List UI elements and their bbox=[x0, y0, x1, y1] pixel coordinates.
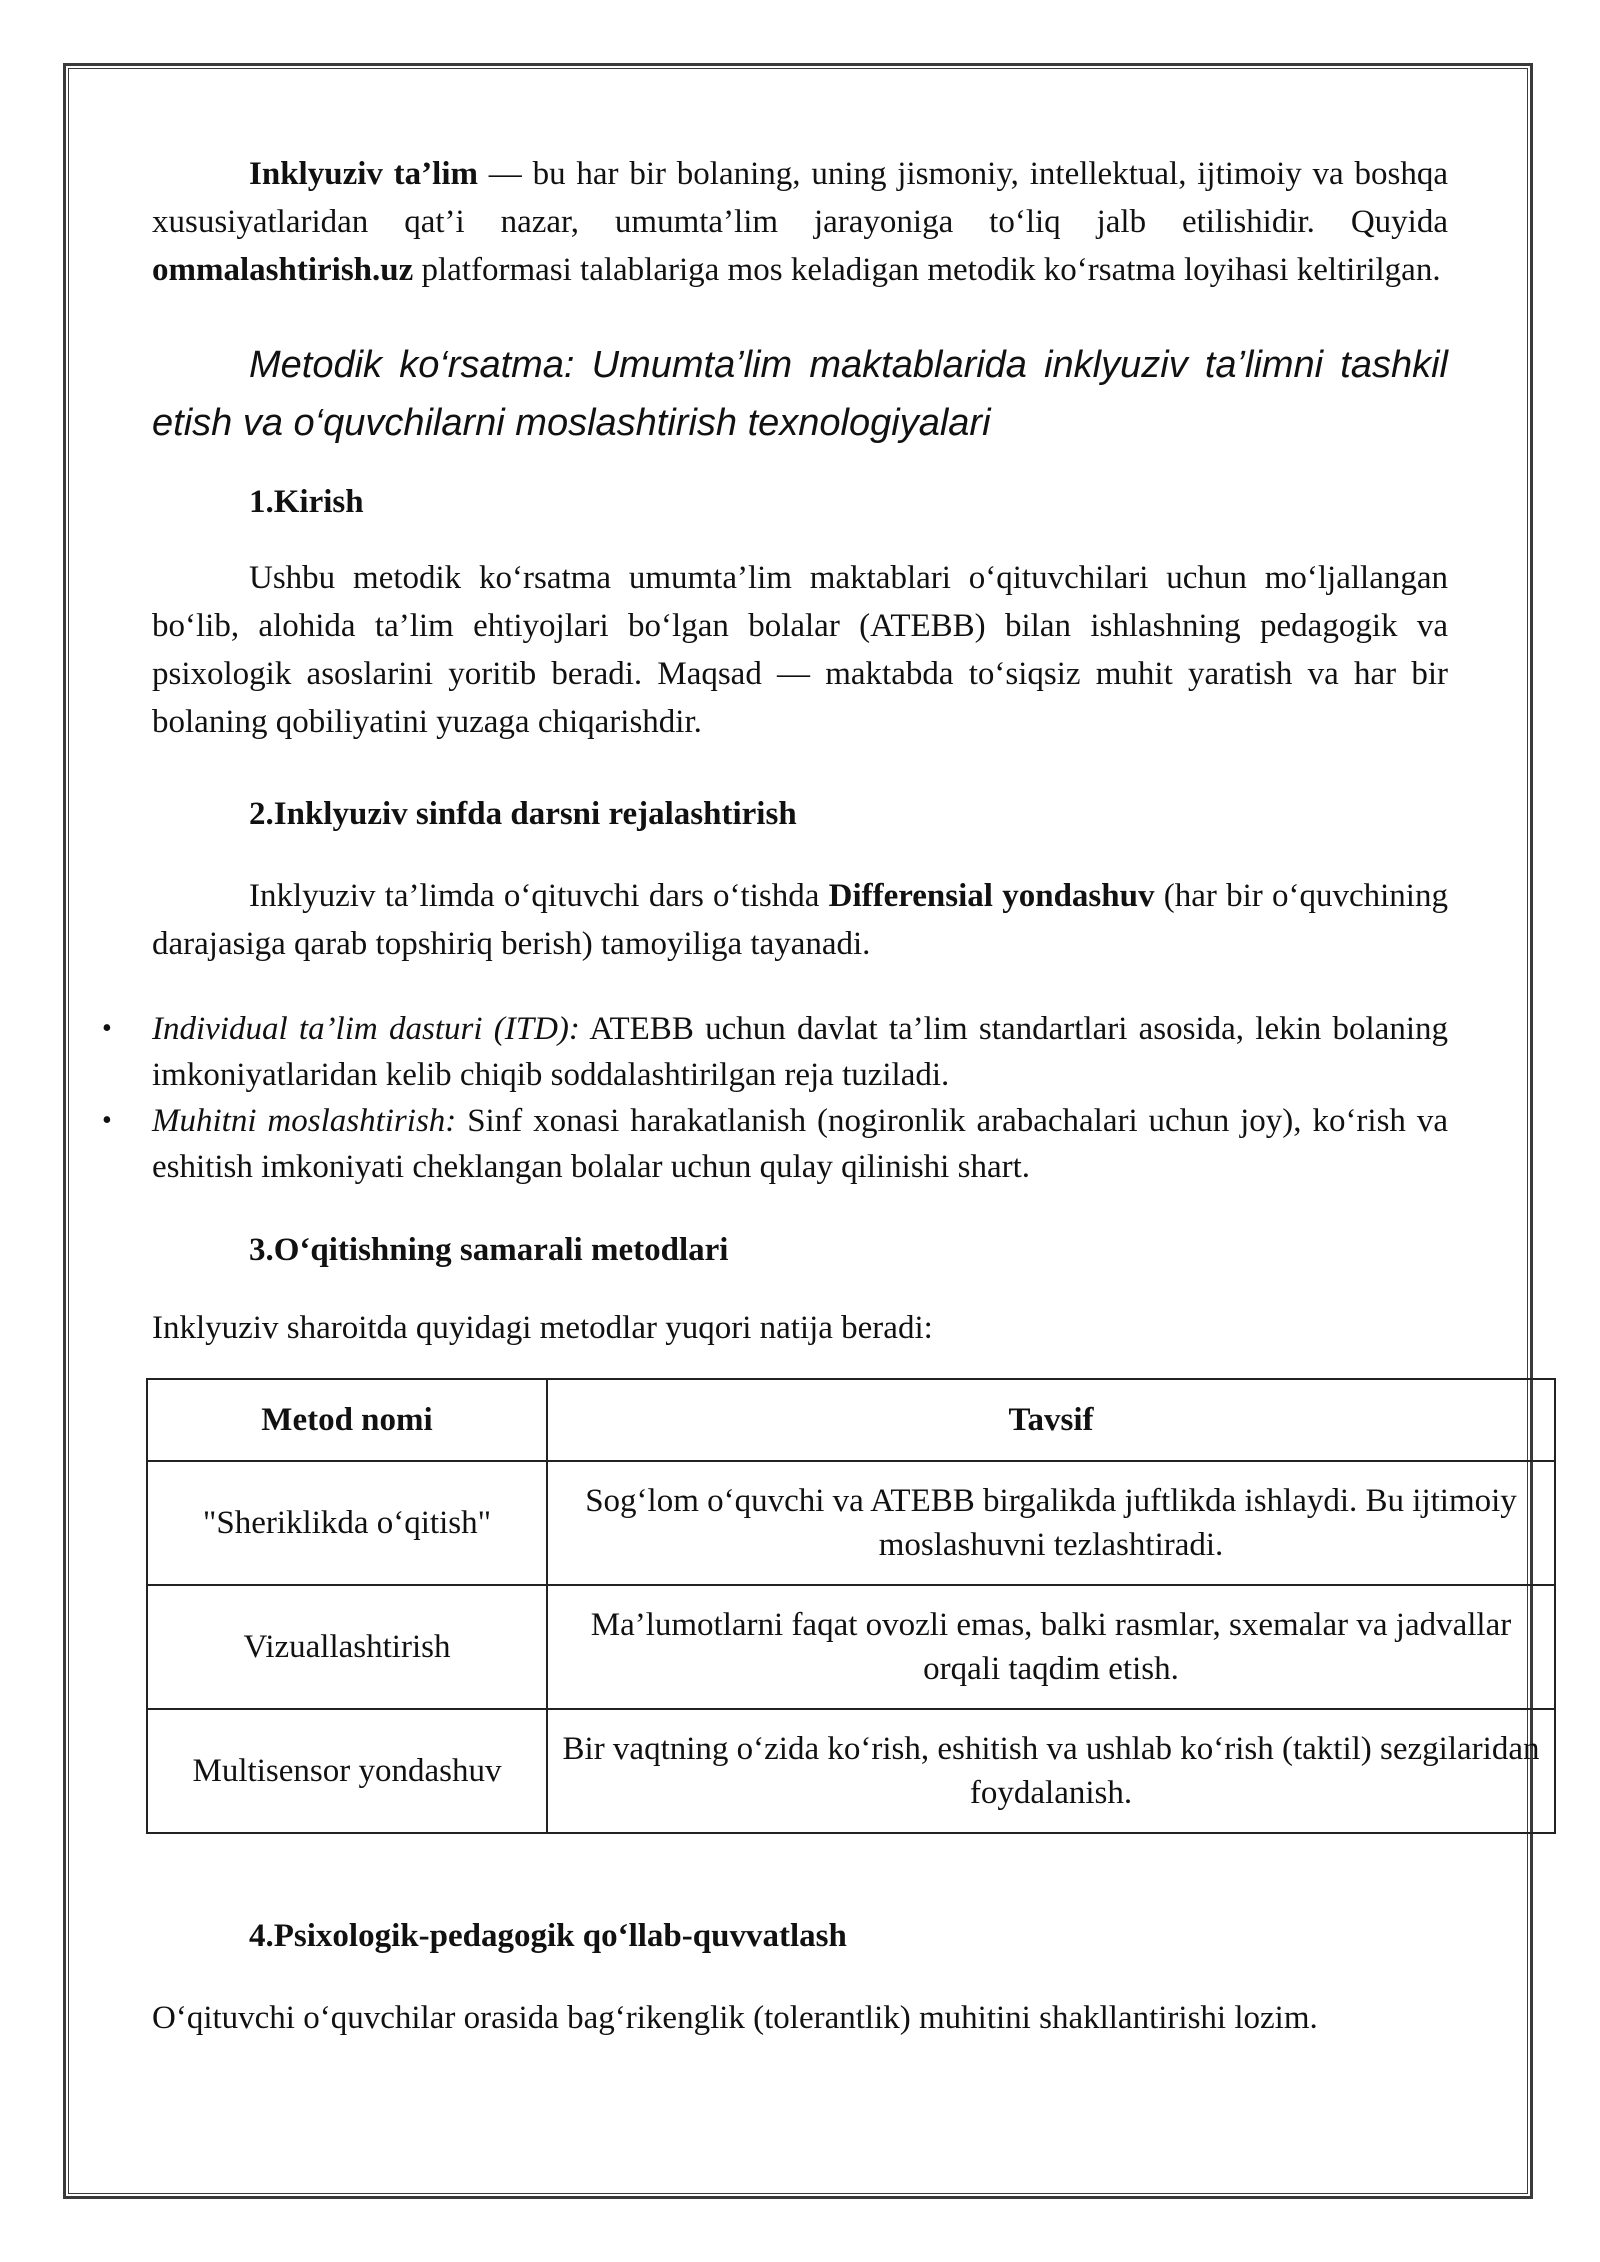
section-heading-planning: 2.Inklyuziv sinfda darsni rejalashtirish bbox=[249, 796, 797, 832]
list-item-label: Individual ta’lim dasturi (ITD): bbox=[152, 1011, 580, 1047]
table-row bbox=[147, 1709, 1555, 1833]
table-header-row bbox=[147, 1379, 1555, 1461]
planning-paragraph bbox=[152, 872, 1448, 968]
planning-text-1: Inklyuziv ta’limda o‘qituvchi dars o‘tishda bbox=[249, 878, 829, 914]
support-paragraph: O‘qituvchi o‘quvchilar orasida bag‘rikenglik (tolerantlik) muhitini shakllantirishi lozim. bbox=[152, 2000, 1318, 2036]
document-body bbox=[102, 150, 1540, 2042]
table-cell-description: Bir vaqtning o‘zida ko‘rish, eshitish va ushlab ko‘rish (taktil) sezgilaridan foydalanish. bbox=[547, 1709, 1555, 1833]
list-item bbox=[102, 1006, 1448, 1098]
bullet-icon: • bbox=[102, 1013, 112, 1044]
kirish-paragraph: Ushbu metodik ko‘rsatma umumta’lim maktablari o‘qituvchilari uchun mo‘ljallangan bo‘lib, alohida ta’lim ehtiyojlari bo‘lgan bolalar (ATEBB) bilan ishlashning pedagogik va psixologik asoslarini yoritib beradi. Maqsad — maktabda to‘siqsiz muhit yaratish va har bir bolaning qobiliyatini yuzaga chiqarishdir. bbox=[152, 560, 1448, 740]
table-header-description: Tavsif bbox=[547, 1379, 1555, 1461]
planning-bullet-list bbox=[102, 1006, 1449, 1190]
list-item-text: Sinf xonasi harakatlanish (nogironlik arabachalari uchun joy), ko‘rish va eshitish imkoniyati cheklangan bolalar uchun qulay qilinishi shart. bbox=[152, 1103, 1449, 1185]
differential-approach-term: Differensial yondashuv bbox=[828, 878, 1155, 914]
document-subtitle: Metodik ko‘rsatma: Umumta’lim maktablarida inklyuziv ta’limni tashkil etish va o‘quvchilarni moslashtirish texnologiyalari bbox=[152, 344, 1448, 444]
intro-term: Inklyuziv ta’lim bbox=[249, 156, 478, 192]
list-item-text: ATEBB uchun davlat ta’lim standartlari asosida, lekin bolaning imkoniyatlaridan kelib chiqib soddalashtirilgan reja tuziladi. bbox=[152, 1011, 1448, 1093]
table-cell-description: Ma’lumotlarni faqat ovozli emas, balki rasmlar, sxemalar va jadvallar orqali taqdim etish. bbox=[547, 1585, 1555, 1709]
intro-text-2: platformasi talablariga mos keladigan metodik ko‘rsatma loyihasi keltirilgan. bbox=[413, 252, 1441, 288]
methods-lead: Inklyuziv sharoitda quyidagi metodlar yuqori natija beradi: bbox=[152, 1310, 933, 1346]
section-heading-methods: 3.O‘qitishning samarali metodlari bbox=[249, 1232, 729, 1268]
list-item bbox=[102, 1098, 1449, 1190]
table-cell-description: Sog‘lom o‘quvchi va ATEBB birgalikda juftlikda ishlaydi. Bu ijtimoiy moslashuvni tezlashtiradi. bbox=[547, 1461, 1555, 1585]
intro-paragraph bbox=[152, 150, 1448, 294]
intro-text-1: — bu har bir bolaning, uning jismoniy, intellektual, ijtimoiy va boshqa xususiyatlaridan qat’i nazar, umumta’lim jarayoniga to‘liq jalb etilishidir. Quyida bbox=[152, 156, 1448, 240]
table-row bbox=[147, 1461, 1555, 1585]
table-cell-method: Vizuallashtirish bbox=[147, 1585, 547, 1709]
list-item-label: Muhitni moslashtirish: bbox=[152, 1103, 457, 1139]
planning-text-2: (har bir o‘quvchining darajasiga qarab topshiriq berish) tamoyiliga tayanadi. bbox=[152, 878, 1448, 962]
platform-name: ommalashtirish.uz bbox=[152, 252, 414, 288]
bullet-icon: • bbox=[102, 1105, 112, 1136]
methods-table bbox=[146, 1378, 1556, 1834]
table-cell-method: Multisensor yondashuv bbox=[147, 1709, 547, 1833]
table-header-method: Metod nomi bbox=[147, 1379, 547, 1461]
table-cell-method: "Sheriklikda o‘qitish" bbox=[147, 1461, 547, 1585]
table-row bbox=[147, 1585, 1555, 1709]
section-heading-support: 4.Psixologik-pedagogik qo‘llab-quvvatlash bbox=[249, 1918, 847, 1954]
section-heading-kirish: 1.Kirish bbox=[249, 484, 364, 520]
